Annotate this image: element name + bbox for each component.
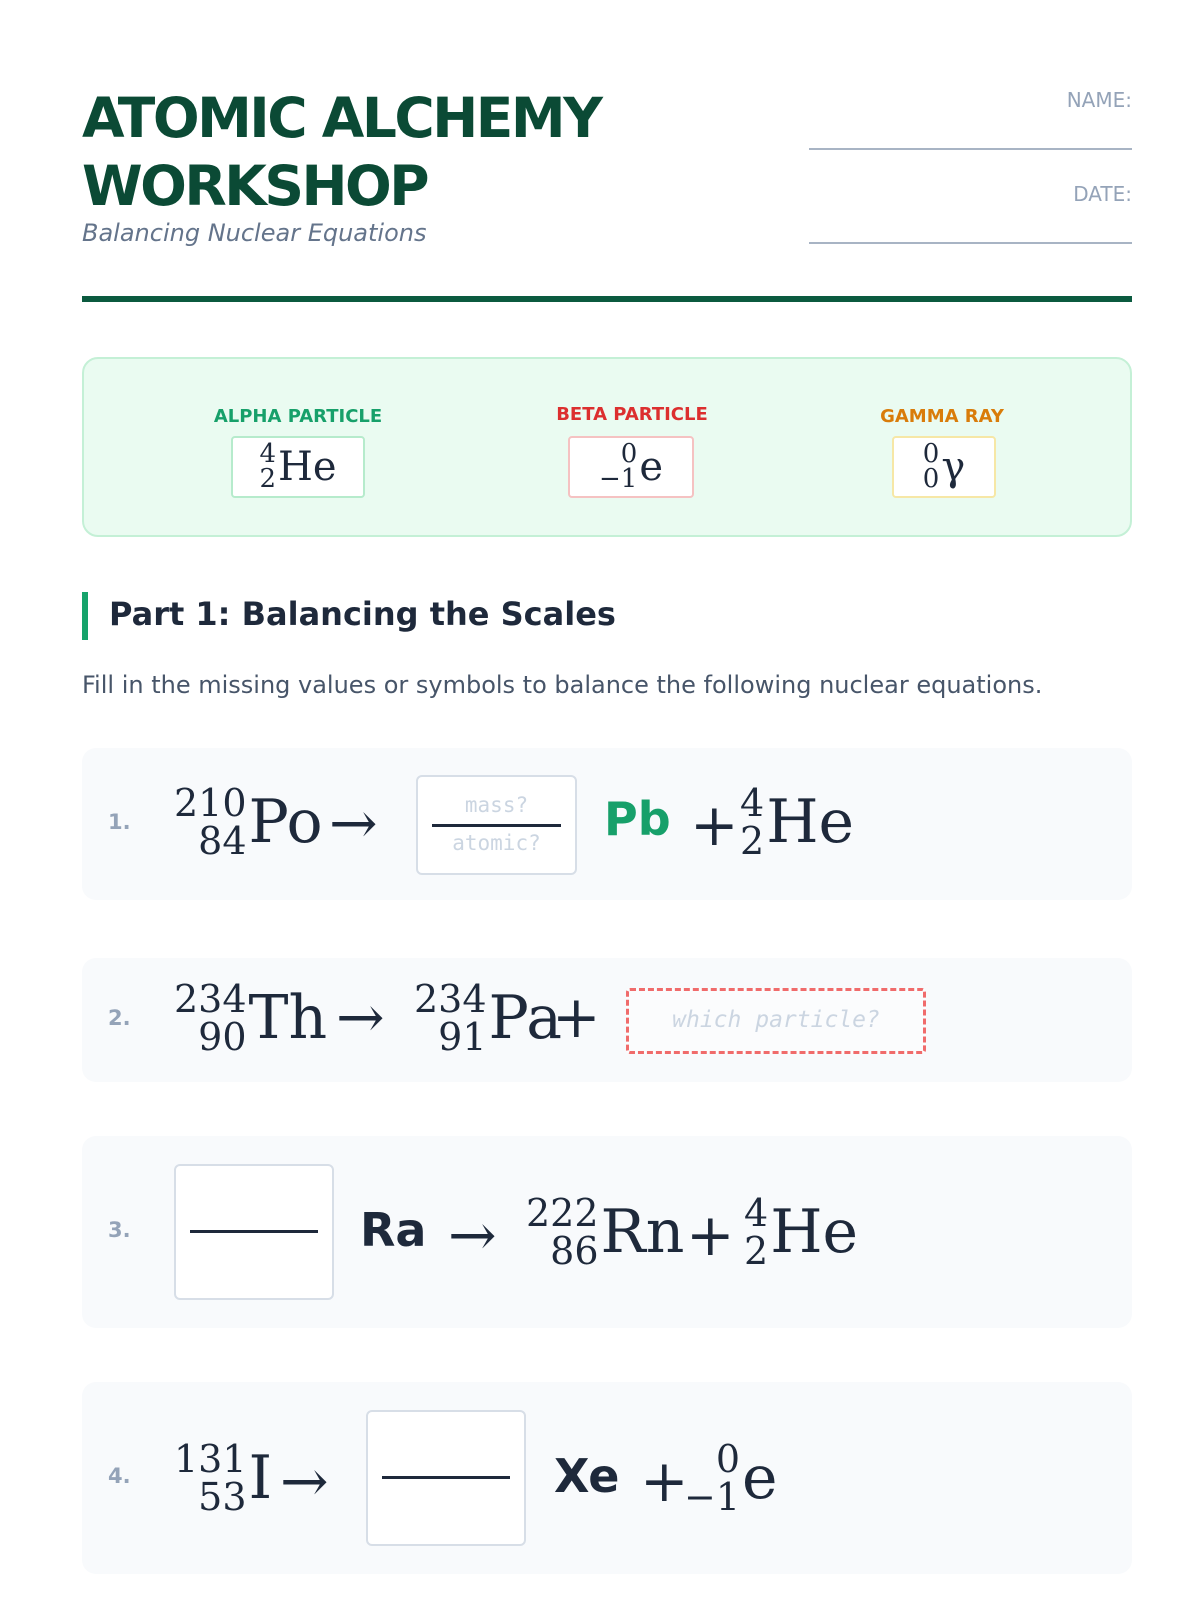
reactant-mass: 131 bbox=[174, 1437, 247, 1481]
title-line-1: ATOMIC ALCHEMY bbox=[82, 86, 601, 150]
product-mass: 234 bbox=[414, 977, 487, 1021]
section-accent-bar bbox=[82, 592, 88, 640]
particle-answer-box[interactable] bbox=[626, 988, 926, 1054]
product-answer-box[interactable] bbox=[366, 1410, 526, 1546]
particle-atomic: 2 bbox=[744, 1229, 769, 1273]
plus-sign: + bbox=[686, 1201, 735, 1269]
reaction-arrow: → bbox=[329, 789, 378, 857]
reactant-mass: 210 bbox=[174, 781, 247, 825]
problem-card-3 bbox=[82, 1136, 1132, 1328]
beta-label: BETA PARTICLE bbox=[556, 404, 708, 425]
alpha-label: ALPHA PARTICLE bbox=[213, 406, 383, 427]
header-divider bbox=[82, 296, 1132, 302]
product-symbol: Pb bbox=[604, 792, 671, 846]
product-symbol: Pa bbox=[488, 983, 562, 1053]
reaction-arrow: → bbox=[336, 983, 385, 1051]
title-line-2: WORKSHOP bbox=[82, 154, 428, 218]
problem-number: 2. bbox=[108, 1006, 131, 1030]
mass-placeholder: mass? bbox=[464, 793, 529, 817]
alpha-atomic: 2 bbox=[259, 464, 276, 494]
particle-atomic: 2 bbox=[740, 819, 765, 863]
problem-card-2 bbox=[82, 958, 1132, 1082]
particle-mass: 4 bbox=[744, 1191, 769, 1235]
beta-symbol: e bbox=[639, 444, 663, 490]
reaction-arrow: → bbox=[448, 1201, 497, 1269]
reactant-atomic: 53 bbox=[198, 1475, 247, 1519]
worksheet-subtitle: Balancing Nuclear Equations bbox=[82, 219, 427, 247]
product-atomic: 86 bbox=[550, 1229, 599, 1273]
beta-notation bbox=[568, 436, 694, 498]
particle-symbol: He bbox=[770, 1197, 859, 1267]
plus-sign: + bbox=[552, 983, 601, 1051]
reactant-atomic: 84 bbox=[198, 819, 247, 863]
product-symbol: Rn bbox=[600, 1197, 685, 1267]
section-title: Part 1: Balancing the Scales bbox=[109, 595, 616, 633]
fraction-line bbox=[432, 824, 561, 827]
beta-mass: 0 bbox=[620, 439, 638, 469]
emitted-particle bbox=[744, 1191, 859, 1273]
problem-card-1 bbox=[82, 748, 1132, 900]
name-line[interactable] bbox=[809, 148, 1132, 150]
beta-atomic: −1 bbox=[599, 464, 638, 494]
reactant-mass: 234 bbox=[174, 977, 247, 1021]
section-instructions: Fill in the missing values or symbols to balance the following nuclear equations. bbox=[82, 671, 1043, 699]
product-nuclide bbox=[526, 1191, 685, 1273]
reactant-atomic: 90 bbox=[198, 1015, 247, 1059]
alpha-mass: 4 bbox=[259, 439, 276, 469]
gamma-symbol: γ bbox=[941, 444, 966, 490]
alpha-notation bbox=[231, 436, 365, 498]
date-label: DATE: bbox=[1073, 182, 1132, 206]
answer-line bbox=[382, 1476, 510, 1479]
particle-mass: 4 bbox=[740, 781, 765, 825]
problem-number: 4. bbox=[108, 1464, 131, 1488]
answer-line bbox=[190, 1230, 318, 1233]
reactant-symbol: I bbox=[248, 1443, 273, 1513]
particle-reference-panel bbox=[82, 357, 1132, 537]
particle-symbol: He bbox=[766, 787, 855, 857]
emitted-particle bbox=[684, 1437, 778, 1519]
alpha-symbol: He bbox=[277, 444, 337, 490]
reactant-answer-box[interactable] bbox=[174, 1164, 334, 1300]
problem-number: 1. bbox=[108, 810, 131, 834]
problem-number: 3. bbox=[108, 1218, 131, 1242]
product-symbol: Xe bbox=[554, 1449, 620, 1503]
plus-sign: + bbox=[690, 791, 739, 859]
reactant-symbol: Po bbox=[248, 787, 323, 857]
reactant-symbol: Ra bbox=[360, 1203, 427, 1257]
gamma-label: GAMMA RAY bbox=[880, 406, 1004, 427]
reaction-arrow: → bbox=[280, 1447, 329, 1515]
emitted-particle bbox=[740, 781, 855, 863]
gamma-mass: 0 bbox=[922, 439, 940, 469]
gamma-atomic: 0 bbox=[922, 464, 940, 494]
reactant-nuclide bbox=[174, 977, 328, 1059]
particle-symbol: e bbox=[742, 1443, 778, 1513]
gamma-notation bbox=[892, 436, 996, 498]
worksheet-page bbox=[82, 0, 1132, 1600]
worksheet-title bbox=[82, 84, 600, 220]
mass-atomic-answer-box[interactable] bbox=[416, 775, 577, 875]
product-nuclide bbox=[414, 977, 562, 1059]
problem-card-4 bbox=[82, 1382, 1132, 1574]
reactant-nuclide bbox=[174, 781, 323, 863]
atomic-placeholder: atomic? bbox=[452, 831, 541, 855]
particle-mass: 0 bbox=[715, 1437, 741, 1481]
date-line[interactable] bbox=[809, 242, 1132, 244]
product-atomic: 91 bbox=[438, 1015, 487, 1059]
particle-atomic: −1 bbox=[684, 1475, 741, 1519]
reactant-nuclide bbox=[174, 1437, 273, 1519]
particle-placeholder: which particle? bbox=[672, 1007, 880, 1033]
product-mass: 222 bbox=[526, 1191, 599, 1235]
reactant-symbol: Th bbox=[248, 983, 328, 1053]
plus-sign: + bbox=[640, 1447, 689, 1515]
name-label: NAME: bbox=[1066, 88, 1132, 112]
